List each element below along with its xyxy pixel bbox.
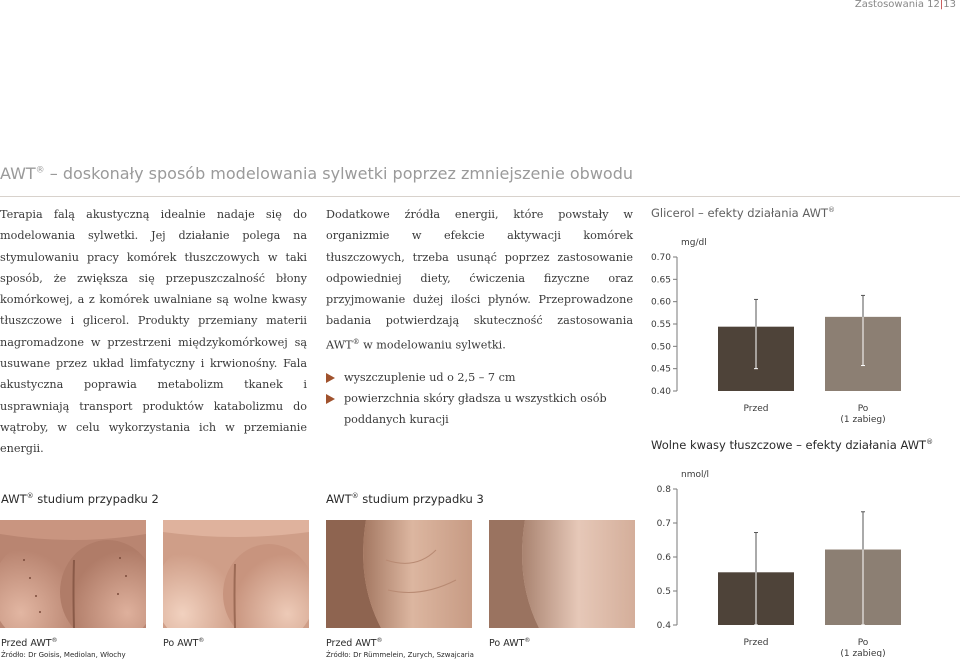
title-divider — [0, 196, 960, 197]
case-2-before-photo — [0, 520, 146, 628]
details-text-a: Dodatkowe źródła energii, które powstały w organizmie w efekcie aktywacji komórek tłuszczowych, trzeba usunąć poprzez zastosowanie odpowiedniej diety, ćwiczenia fizyczne oraz przyjmowanie dużej ilości płynów. Przeprowadzone badania potwierdzają skuteczność zastosowania AWT — [326, 208, 633, 352]
case-2-after-photo — [163, 520, 309, 628]
page-title — [0, 164, 640, 183]
case-3-source: Źródło: Dr Rümmelein, Zurych, Szwajcaria — [326, 651, 474, 659]
intro-column — [0, 204, 307, 460]
case-study-3-title: AWT® studium przypadku 3 — [326, 492, 484, 506]
intro-paragraph: Terapia falą akustyczną idealnie nadaje się do modelowania sylwetki. Jej działanie polega na stymulowaniu pracy komórek tłuszczowych w taki sposób, że zwiększa się przepuszczalność błony komórkowej, a z komórek uwalniane są wolne kwasy tłuszczowe i glicerol. Produkty przemiany materii nagromadzone w przestrzeni międzykomórkowej są usuwane przez układ limfatyczny i krwionośny. Fala akustyczna poprawia metabolizm tkanek i usprawniają transport produktów katabolizmu do wątroby, w celu wykorzystania ich w przemianie energii. — [0, 208, 307, 456]
case-2-source: Źródło: Dr Goisis, Mediolan, Włochy — [1, 651, 126, 659]
chart-glicerol-title: Glicerol – efekty działania AWT® — [651, 206, 836, 220]
case-3-before-photo — [326, 520, 472, 628]
y-tick-label: 0.7 — [656, 519, 671, 529]
x-category-label: Przed — [743, 404, 769, 414]
y-tick-label: 0.4 — [656, 621, 671, 631]
y-tick-label: 0.50 — [650, 342, 671, 353]
case-3-before-caption: Przed AWT® — [326, 637, 383, 650]
details-paragraph — [326, 204, 633, 356]
y-tick-label: 0.55 — [650, 320, 671, 330]
list-item: wyszczuplenie ud o 2,5 – 7 cm — [326, 367, 633, 388]
y-tick-label: 0.65 — [650, 275, 671, 286]
y-unit-label: mg/dl — [681, 238, 707, 248]
x-category-label: (1 zabieg) — [840, 415, 886, 425]
title-text: – doskonały sposób modelowania sylwetki poprzez zmniejszenie obwodu — [44, 164, 634, 183]
page-header: Zastosowania 12|13 — [854, 0, 956, 10]
details-column — [326, 204, 633, 431]
triangle-bullet-icon — [326, 373, 335, 383]
x-category-label: Po — [857, 638, 869, 648]
y-tick-label: 0.5 — [656, 587, 671, 597]
x-category-label: (1 zabieg) — [840, 649, 886, 657]
x-category-label: Przed — [743, 638, 769, 648]
details-mark: ® — [352, 337, 360, 346]
chart-glicerol — [640, 230, 960, 430]
details-text-b: w modelowaniu sylwetki. — [359, 338, 506, 352]
case-2-before-caption: Przed AWT® — [1, 637, 58, 650]
list-item: powierzchnia skóry gładsza u wszystkich osób poddanych kuracji — [326, 388, 633, 431]
x-category-label: Po — [857, 404, 869, 414]
case-3-after-caption: Po AWT® — [489, 637, 531, 650]
title-mark: ® — [35, 165, 45, 176]
triangle-bullet-icon — [326, 394, 335, 404]
y-tick-label: 0.70 — [650, 253, 671, 263]
case-2-after-caption: Po AWT® — [163, 637, 205, 650]
y-tick-label: 0.40 — [650, 387, 671, 397]
y-unit-label: nmol/l — [681, 470, 710, 480]
y-tick-label: 0.45 — [650, 364, 671, 375]
section-name: Zastosowania — [854, 0, 924, 10]
y-tick-label: 0.60 — [650, 297, 671, 308]
chart-free-fatty-acids — [640, 462, 960, 657]
title-brand: AWT — [0, 164, 36, 183]
case-3-after-photo — [489, 520, 635, 628]
y-tick-label: 0.6 — [656, 553, 671, 563]
chart-ffa-title: Wolne kwasy tłuszczowe – efekty działania AWT® — [651, 438, 934, 452]
page-number-left: 12 — [927, 0, 940, 10]
results-list — [326, 367, 633, 431]
case-study-2-title: AWT® studium przypadku 2 — [1, 492, 159, 506]
page-number-right: 13 — [943, 0, 956, 10]
y-tick-label: 0.8 — [656, 485, 671, 495]
